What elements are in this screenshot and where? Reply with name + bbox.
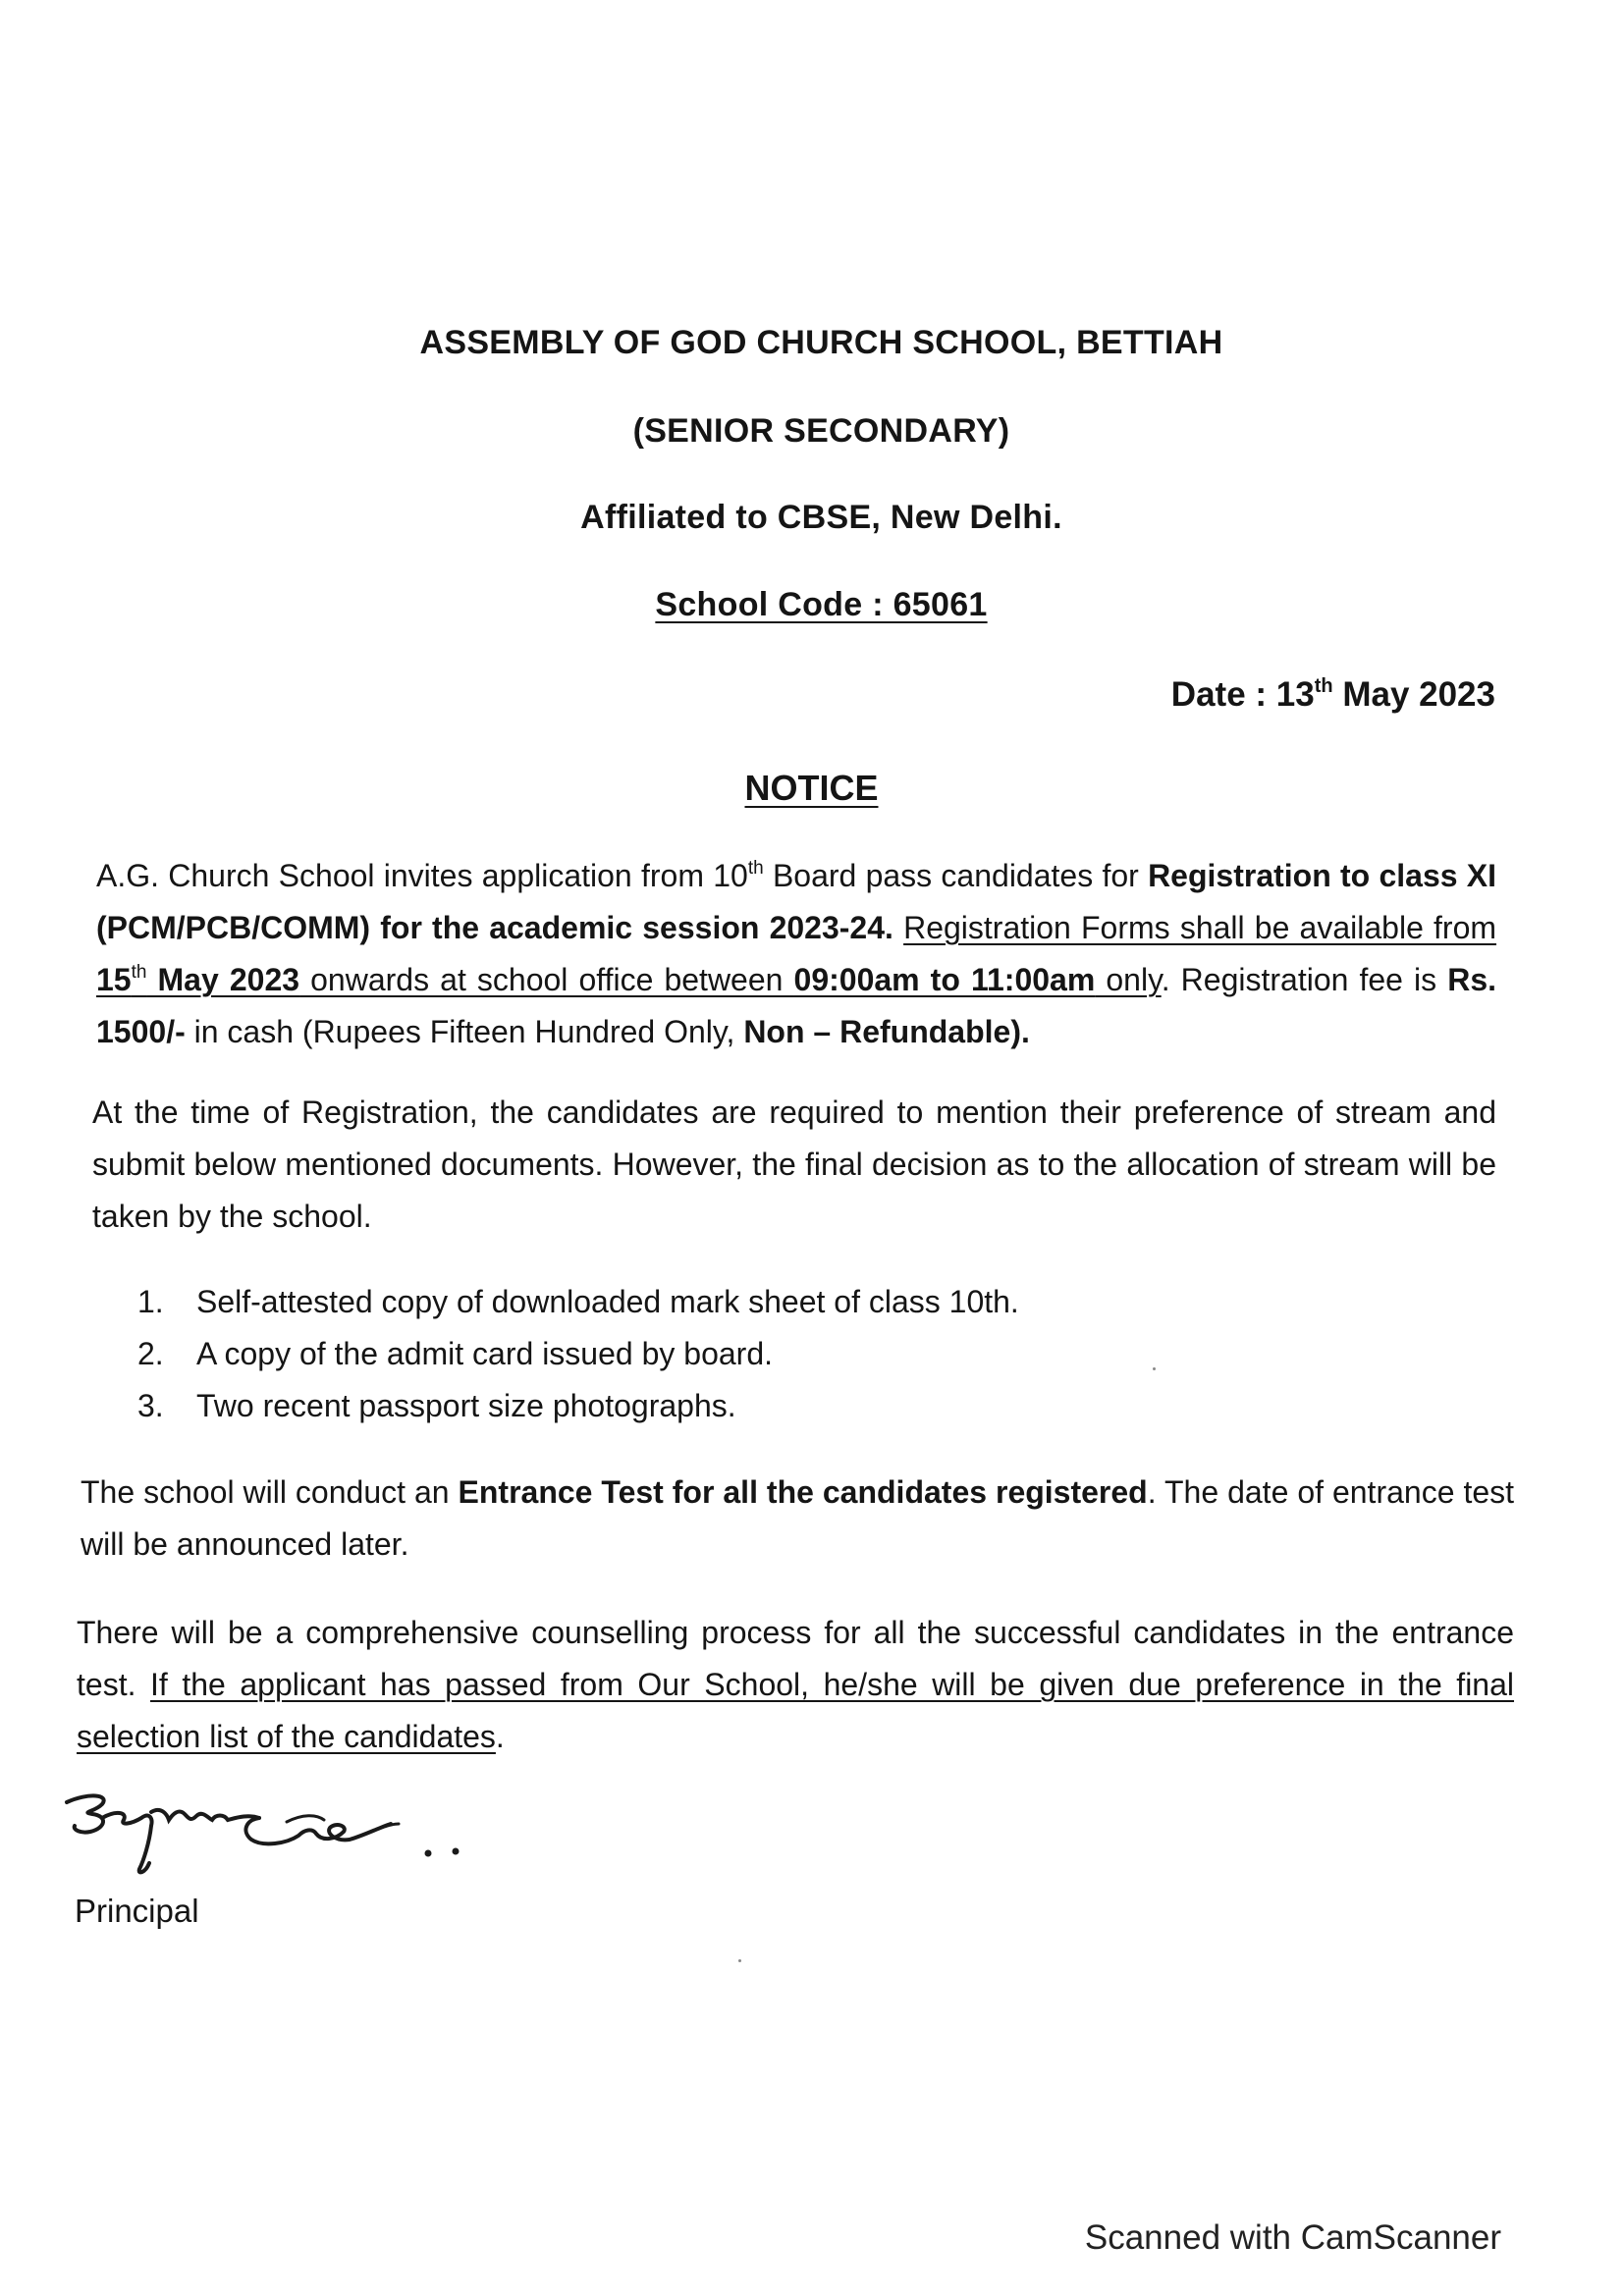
scanner-watermark: Scanned with CamScanner [1084, 2218, 1501, 2257]
list-text: A copy of the admit card issued by board. [196, 1336, 773, 1371]
p1-u3: May 2023 [146, 962, 300, 997]
scan-speck [738, 1959, 741, 1962]
paragraph-registration [96, 850, 1496, 1058]
school-code [0, 586, 1623, 624]
p1-u4: onwards at school office between [299, 962, 794, 997]
date-prefix: Date : 13 [1170, 675, 1315, 714]
affiliation: Affiliated to CBSE, New Delhi. [580, 499, 1062, 536]
list-number: 1. [137, 1284, 164, 1319]
paragraph-entrance-test [81, 1467, 1514, 1571]
school-code-text: School Code : 65061 [655, 586, 988, 623]
p1-sup-1: th [747, 858, 764, 879]
p1-text-7: in cash (Rupees Fifteen Hundred Only, [185, 1014, 744, 1049]
p1-bold-fee: Rs. 1500/- [96, 962, 1497, 1049]
list-number: 2. [137, 1336, 164, 1371]
paragraph-counselling [77, 1607, 1514, 1763]
list-item [137, 1380, 1019, 1432]
p4-underlined: If the applicant has passed from Our School, he/she will be given due preference in the final selection list of the candidates [77, 1667, 1515, 1754]
documents-list [137, 1276, 1019, 1432]
notice-title-text: NOTICE [744, 768, 879, 808]
p1-u6: only [1095, 962, 1162, 997]
p1-text-1: A.G. Church School invites application from 10 [96, 858, 748, 893]
p1-bold-refund: Non – Refundable). [743, 1014, 1030, 1049]
p3-text-3: . The date of entrance test will be announced later. [81, 1474, 1515, 1562]
p4-text-1: There will be a comprehensive counselling process for all the successful candidates in the entrance test. [77, 1615, 1514, 1702]
p4-text-2: . [495, 1719, 505, 1754]
p1-text-2: Board pass candidates for [763, 858, 1149, 893]
list-text: Self-attested copy of downloaded mark sheet of class 10th. [196, 1284, 1019, 1319]
school-level: (SENIOR SECONDARY) [632, 412, 1010, 450]
p1-bold-class: Registration to class XI (PCM/PCB/COMM) for the academic session 2023-24. [96, 858, 1497, 945]
signatory-title: Principal [75, 1893, 199, 1929]
list-item [137, 1328, 1019, 1380]
p1-u2: 15 [96, 962, 132, 997]
scan-speck [1153, 1367, 1156, 1370]
p3-bold: Entrance Test for all the candidates registered [458, 1474, 1148, 1510]
list-item [137, 1276, 1019, 1328]
p1-u1: Registration Forms shall be available from [903, 910, 1497, 945]
p1-u2-sup: th [131, 962, 147, 983]
list-text: Two recent passport size photographs. [196, 1388, 736, 1423]
p1-u5: 09:00am to 11:00am [793, 962, 1096, 997]
notice-title [0, 768, 1623, 809]
notice-date [1171, 675, 1495, 715]
p1-text-4 [893, 910, 903, 945]
p1-text-5: . Registration fee is [1161, 962, 1448, 997]
principal-signature [59, 1785, 491, 1902]
p3-text-1: The school will conduct an [81, 1474, 459, 1510]
paragraph-documents-intro: At the time of Registration, the candidates are required to mention their preference of stream and submit below mentioned documents. However, the final decision as to the allocation of stream will be taken by the school. [92, 1095, 1496, 1234]
list-number: 3. [137, 1388, 164, 1423]
date-rest: May 2023 [1332, 675, 1495, 714]
school-name: ASSEMBLY OF GOD CHURCH SCHOOL, BETTIAH [419, 324, 1223, 361]
date-suffix: th [1314, 675, 1333, 697]
